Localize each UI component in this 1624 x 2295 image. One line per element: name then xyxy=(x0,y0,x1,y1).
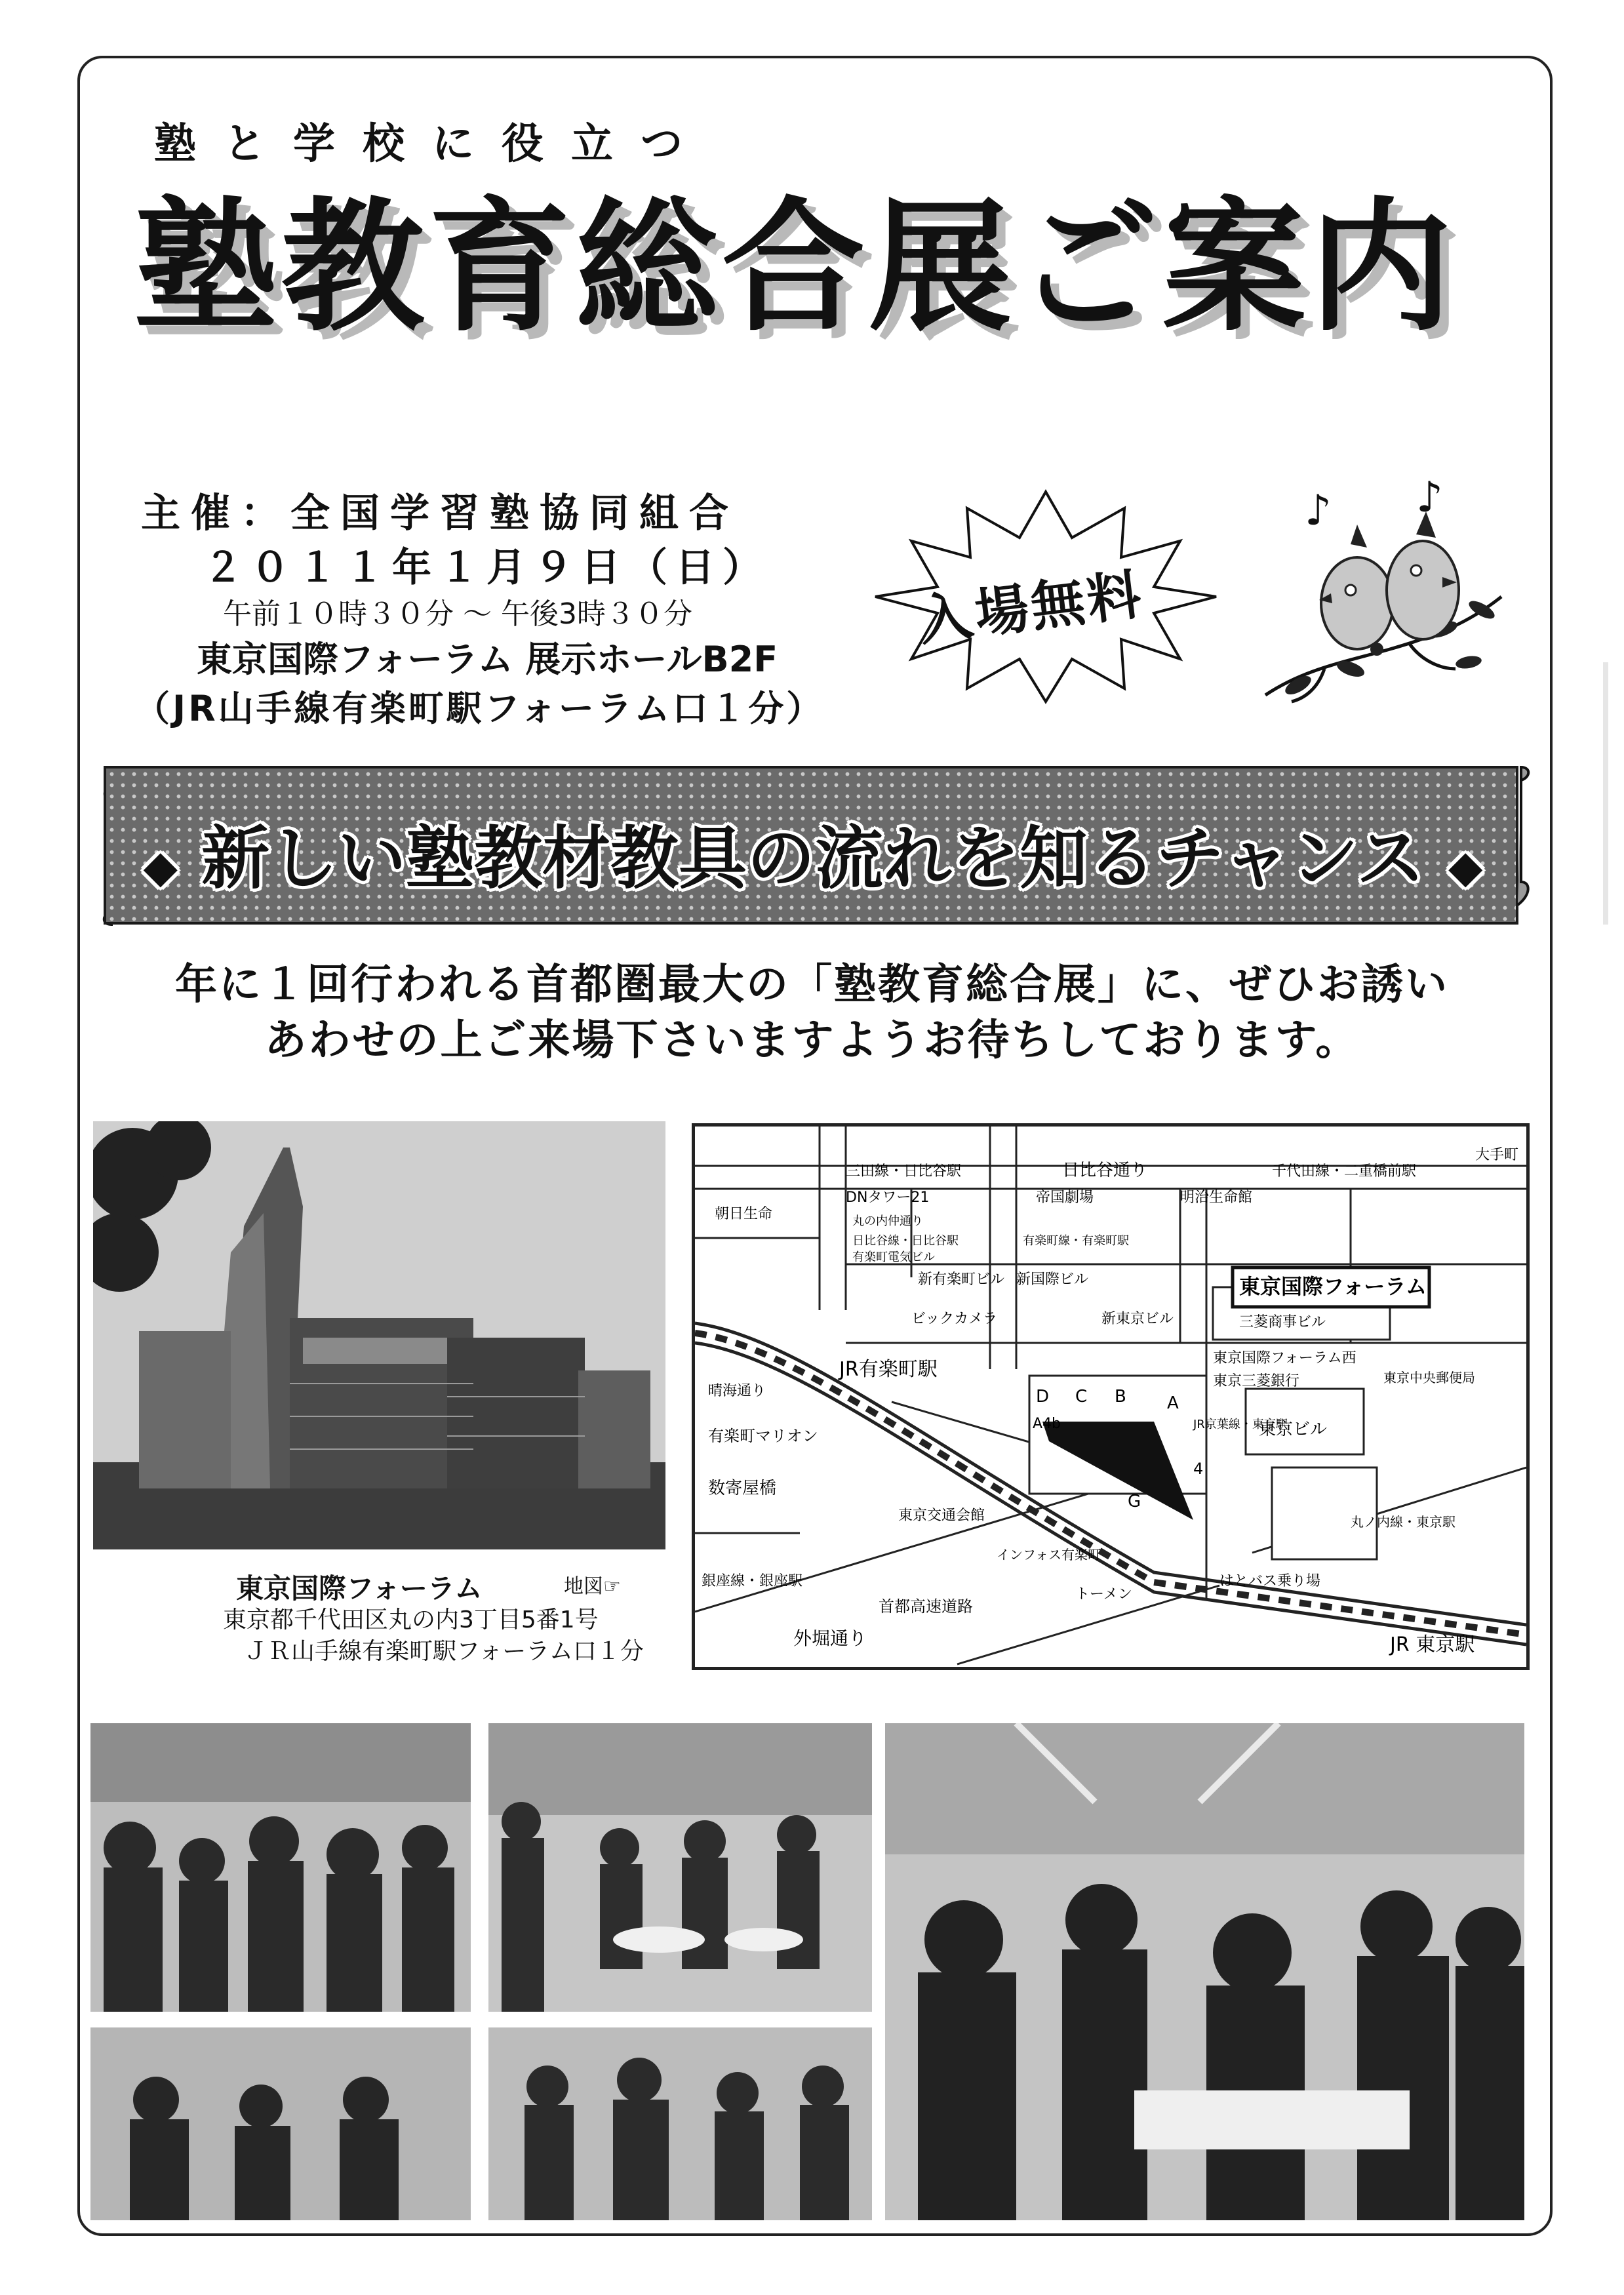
svg-text:♪: ♪ xyxy=(1416,473,1443,522)
map-label-forum: 東京国際フォーラム xyxy=(1239,1274,1427,1299)
map-label-mita-hibiya: 三田線・日比谷駅 xyxy=(846,1163,962,1180)
event-photo-2-drawing xyxy=(488,1723,872,2012)
map-hall-d: D xyxy=(1036,1387,1050,1407)
building-photo xyxy=(93,1121,665,1549)
map-label-info-yurakucho: インフォス有楽町 xyxy=(997,1547,1101,1563)
map-label-toman: トーメン xyxy=(1075,1586,1132,1603)
event-photo-4-drawing xyxy=(488,2027,872,2220)
map-hall-g: G xyxy=(1128,1492,1141,1511)
map-label-jr-tokyo: JR 東京駅 xyxy=(1390,1633,1475,1656)
map-label-shin-kokusai: 新国際ビル xyxy=(1016,1271,1089,1288)
map-label-mitsubishi-shoji: 三菱商事ビル xyxy=(1239,1314,1326,1330)
map-hall-code: A4b xyxy=(1033,1416,1061,1432)
map-label-ote: 大手町 xyxy=(1475,1147,1519,1163)
building-address: 東京都千代田区丸の内3丁目5番1号 xyxy=(223,1606,599,1633)
event-date: ２０１１年１月９日（日） xyxy=(203,545,770,591)
map-label-teikoku: 帝国劇場 xyxy=(1036,1189,1094,1206)
map-label-ginza-line: 銀座線・銀座駅 xyxy=(702,1573,803,1589)
map-label-jr-yurakucho: JR有楽町駅 xyxy=(839,1358,938,1381)
map-exit-number: 4 xyxy=(1193,1460,1204,1478)
map-hall-c: C xyxy=(1075,1387,1088,1407)
map-label-shin-tokyo: 新東京ビル xyxy=(1101,1311,1174,1327)
diamond-left-icon: ◆ xyxy=(143,841,178,893)
map-label-meiji-seimei: 明治生命館 xyxy=(1180,1189,1253,1206)
diamond-right-icon: ◆ xyxy=(1448,841,1483,893)
map-label-marunouchi-line: 丸ノ内線・東京駅 xyxy=(1351,1514,1456,1530)
svg-text:♪: ♪ xyxy=(1305,487,1332,535)
map-label-bic-camera: ビックカメラ xyxy=(911,1311,998,1327)
map-label-hato-bus: はとバス乗り場 xyxy=(1219,1573,1321,1589)
event-photo-1 xyxy=(90,1723,471,2012)
map-label-harumi-dori: 晴海通り xyxy=(708,1383,766,1399)
admission-free-badge: 入場無料 xyxy=(915,563,1147,653)
map-label-yurakucho-denki: 有楽町電気ビル xyxy=(852,1250,935,1264)
map-label-sukiyabashi: 数寄屋橋 xyxy=(708,1479,777,1498)
event-photo-4 xyxy=(488,2027,872,2220)
scan-edge-mark xyxy=(1603,662,1608,925)
event-access: （JR山手線有楽町駅フォーラム口１分） xyxy=(134,688,825,729)
event-photo-1-drawing xyxy=(90,1723,471,2012)
access-map xyxy=(692,1123,1530,1670)
invitation-line-2: あわせの上ご来場下さいますようお待ちしております。 xyxy=(264,1016,1360,1065)
map-label-dn-tower: DNタワー21 xyxy=(846,1189,930,1206)
map-label-yurakucho-line: 有楽町線・有楽町駅 xyxy=(1023,1234,1129,1248)
map-label-hibiya-dori: 日比谷通り xyxy=(1062,1161,1148,1180)
event-photo-3-drawing xyxy=(90,2027,471,2220)
access-map-drawing xyxy=(695,1127,1526,1667)
map-label-hibiya-line: 日比谷線・日比谷駅 xyxy=(852,1234,959,1248)
map-label-jr-keiyo: JR京葉線・東京駅 xyxy=(1193,1418,1288,1431)
birds-illustration xyxy=(1246,472,1508,721)
event-photo-3 xyxy=(90,2027,471,2220)
building-access: ＪＲ山手線有楽町駅フォーラム口１分 xyxy=(244,1638,644,1665)
map-pointer-label: 地図☞ xyxy=(564,1575,621,1598)
map-label-shin-yurakucho: 新有楽町ビル xyxy=(918,1271,1005,1288)
map-label-kotsu-kaikan: 東京交通会館 xyxy=(898,1507,985,1524)
building-caption-name: 東京国際フォーラム xyxy=(236,1572,483,1605)
map-label-mullion: 有楽町マリオン xyxy=(708,1427,818,1445)
map-label-asahi: 朝日生命 xyxy=(715,1206,773,1222)
map-label-chiyoda: 千代田線・二重橋前駅 xyxy=(1272,1163,1417,1180)
event-photo-2 xyxy=(488,1723,872,2012)
map-label-forum-west: 東京国際フォーラム西 xyxy=(1213,1350,1357,1367)
event-photo-5 xyxy=(885,1723,1524,2220)
map-hall-a: A xyxy=(1167,1393,1179,1413)
building-photo-drawing xyxy=(93,1121,665,1549)
map-label-tokyo-building: 東京ビル xyxy=(1259,1420,1328,1439)
event-time: 午前１０時３０分 ～ 午後3時３０分 xyxy=(223,597,692,631)
map-label-mitsubishi-bank: 東京三菱銀行 xyxy=(1213,1373,1300,1389)
event-venue: 東京国際フォーラム 展示ホールB2F xyxy=(197,639,778,680)
page-title: 塾教育総合展ご案内 xyxy=(134,185,1456,351)
banner-headline-text: 新しい塾教材教具の流れを知るチャンス xyxy=(201,818,1425,898)
event-photo-5-drawing xyxy=(885,1723,1524,2220)
invitation-line-1: 年に１回行われる首都圏最大の「塾教育総合展」に、ぜひお誘い xyxy=(175,961,1449,1009)
map-label-nakadori: 丸の内仲通り xyxy=(852,1214,923,1228)
map-hall-b: B xyxy=(1115,1387,1126,1407)
subtitle: 塾と学校に役立つ xyxy=(154,120,710,169)
map-label-central-post: 東京中央郵便局 xyxy=(1383,1370,1475,1386)
organizer: 主催：全国学習塾協同組合 xyxy=(141,490,739,536)
map-label-sotobori: 外堀通り xyxy=(793,1627,867,1649)
banner-curl-right xyxy=(1508,754,1534,911)
banner-headline xyxy=(125,803,1501,902)
map-label-shuto: 首都高速道路 xyxy=(879,1597,973,1616)
